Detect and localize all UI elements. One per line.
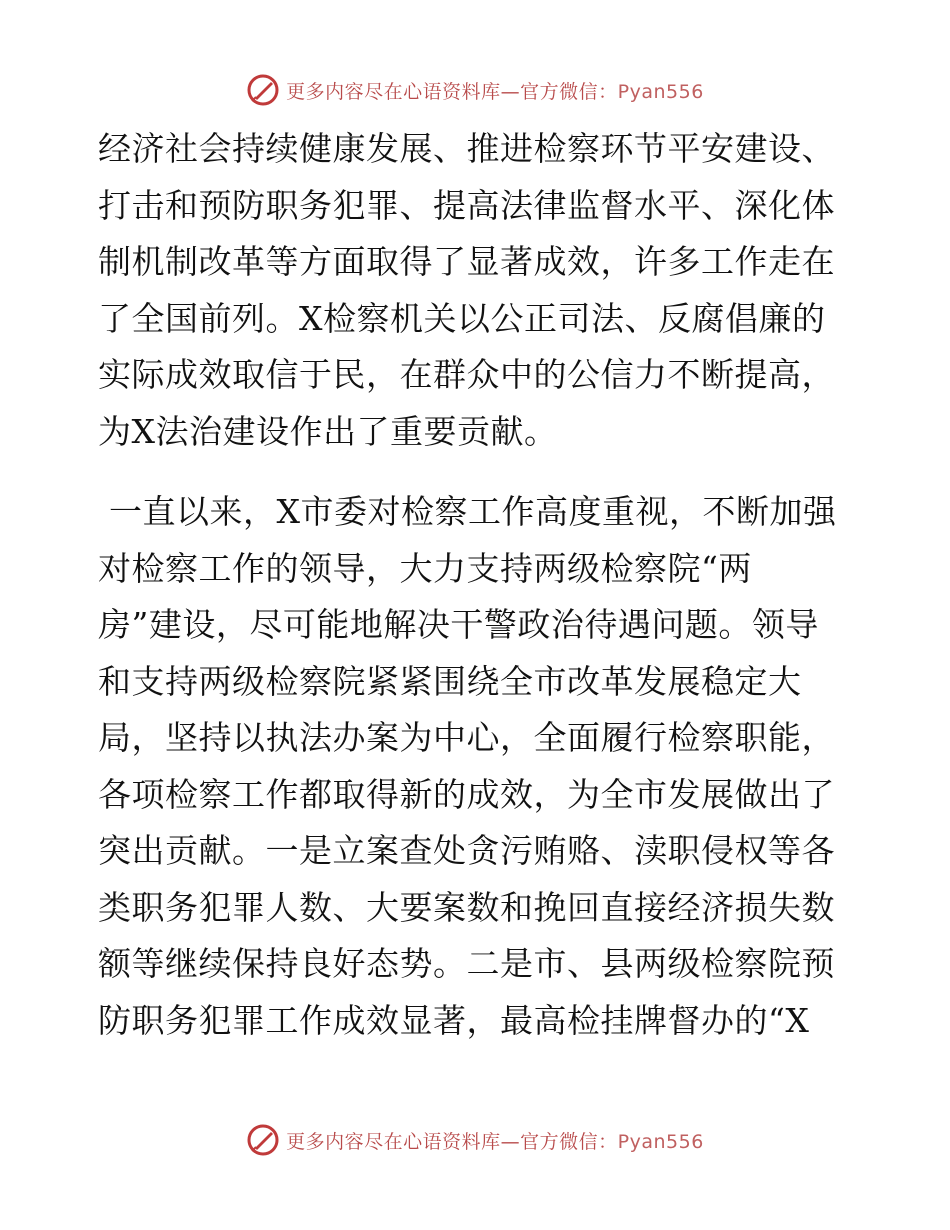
banner-text: [286, 77, 704, 104]
quill-logo-icon: [246, 1123, 280, 1157]
wechat-id: Pyan556: [617, 1130, 704, 1153]
text-line: 局，坚持以执法办案为中心，全面履行检察职能，: [98, 718, 835, 757]
quill-logo-icon: [246, 73, 280, 107]
text-line: 突出贡献。一是立案查处贪污贿赂、渎职侵权等各: [98, 831, 835, 870]
banner-text: [286, 1127, 704, 1154]
banner-slogan: 更多内容尽在心语资料库—官方微信：: [286, 80, 618, 103]
document-body: [98, 126, 852, 1054]
text-line: 防职务犯罪工作成效显著，最高检挂牌督办的“X: [98, 1000, 810, 1040]
text-line: 一直以来，X市委对检察工作高度重视，不断加强: [98, 492, 837, 531]
text-line: 制机制改革等方面取得了显著成效，许多工作走在: [98, 242, 835, 281]
header-banner: [0, 70, 950, 110]
paragraph-2: [98, 489, 852, 1043]
paragraph-1: [98, 126, 852, 454]
text-line: 经济社会持续健康发展、推进检察环节平安建设、: [98, 129, 835, 168]
footer-banner: [0, 1120, 950, 1160]
text-line: 各项检察工作都取得新的成效，为全市发展做出了: [98, 774, 835, 814]
wechat-id: Pyan556: [617, 80, 704, 103]
text-line: 为X法治建设作出了重要贡献。: [98, 411, 558, 451]
text-line: 了全国前列。X检察机关以公正司法、反腐倡廉的: [98, 298, 826, 338]
text-line: 和支持两级检察院紧紧围绕全市改革发展稳定大: [98, 661, 802, 701]
text-line: 打击和预防职务犯罪、提高法律监督水平、深化体: [98, 185, 835, 225]
text-line: 额等继续保持良好态势。二是市、县两级检察院预: [98, 944, 835, 983]
paragraph-gap: [98, 465, 852, 489]
text-line: 实际成效取信于民，在群众中的公信力不断提高，: [98, 355, 835, 394]
text-line: 类职务犯罪人数、大要案数和挽回直接经济损失数: [98, 887, 835, 927]
text-line: 对检察工作的领导，大力支持两级检察院“两: [98, 548, 752, 588]
text-line: 房”建设，尽可能地解决干警政治待遇问题。领导: [98, 605, 819, 644]
banner-slogan: 更多内容尽在心语资料库—官方微信：: [286, 1130, 618, 1153]
